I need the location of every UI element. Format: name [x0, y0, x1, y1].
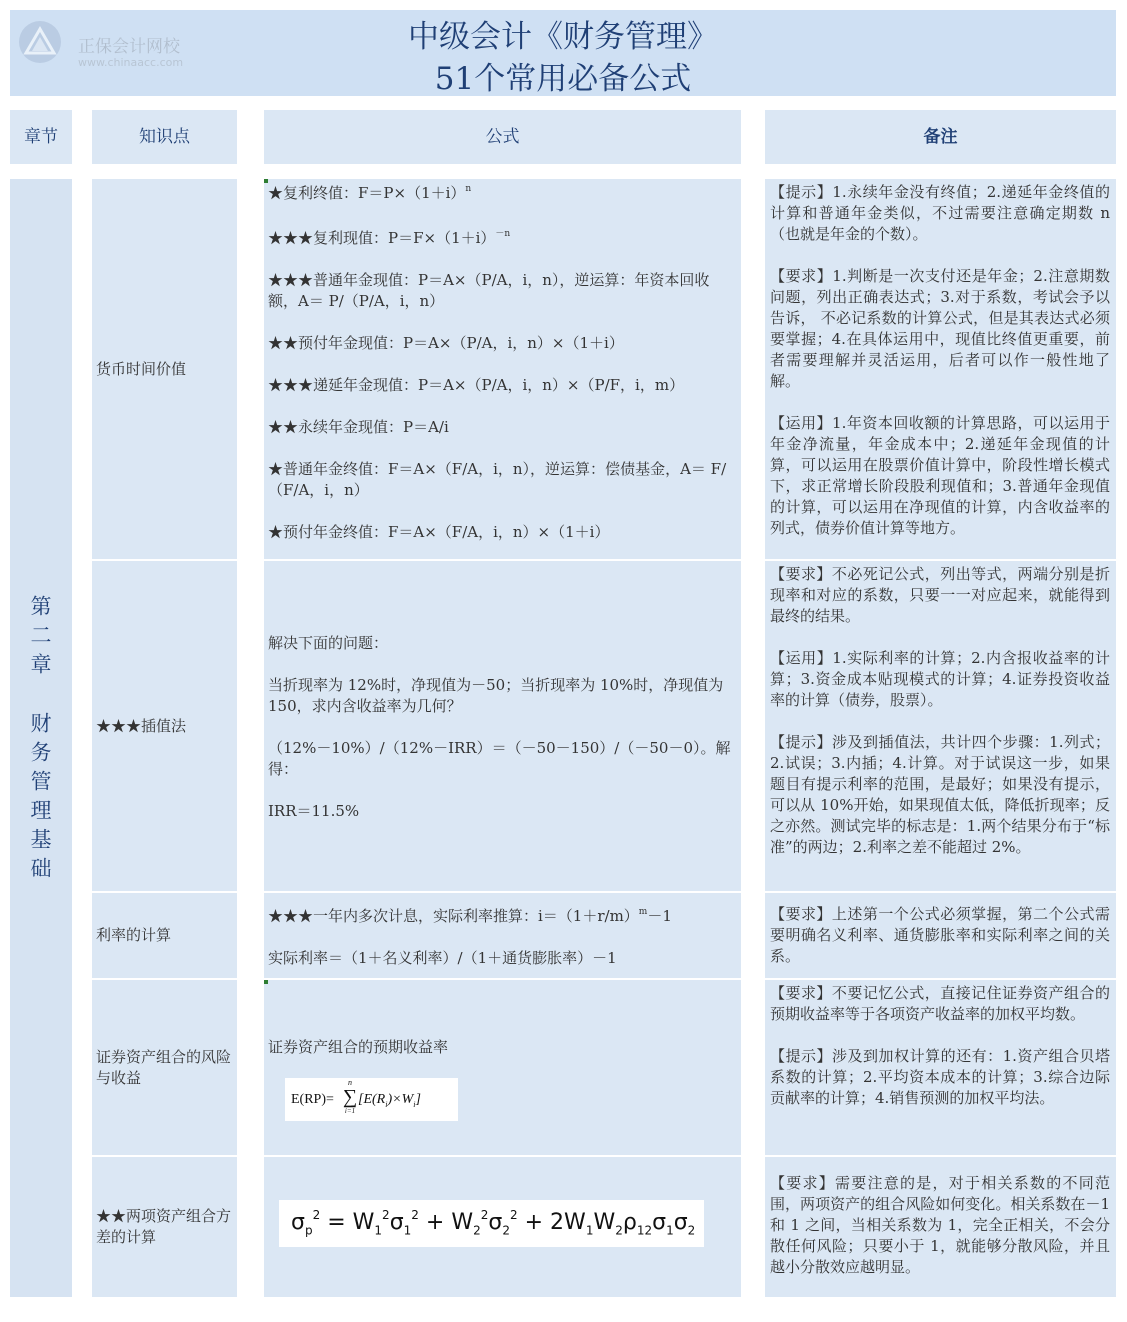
formula-line: ★★永续年金现值：P＝A/i	[268, 418, 449, 436]
chapter-char: 二	[30, 623, 52, 648]
corner-marker	[264, 980, 268, 984]
chapter-cell	[10, 179, 72, 1297]
formula-line: ★★预付年金现值：P＝A×（P/A，i，n）×（1＋i）	[268, 334, 624, 352]
sum-icon: ∑	[342, 1086, 358, 1108]
formula-body: $[E(R_i)\times W_i]$	[358, 1092, 421, 1109]
formula-cell-portfolio-variance	[264, 1157, 741, 1297]
expected-return-formula	[285, 1078, 458, 1121]
note-paragraph: 【运用】1.年资本回收额的计算思路，可以运用于年金净流量，年金成本中；2.递延年金现值的计算，可以运用在股票价值计算中，阶段性增长模式下，求正常增长阶段股利现值和；3.普通年金现值的计算，可以运用在净现值的计算，内含收益率的列式，债券价值计算等地方。	[770, 414, 1110, 537]
note-paragraph: 【提示】涉及到插值法，共计四个步骤：1.列式；2.试误；3.内插；4.计算。对于试误这一步，如果题目有提示利率的范围，是最好；如果没有提示，可以从 10%开始，如果现值太低，降低折现率；反之亦然。测试完毕的标志是：1.两个结果分布于“标准”的两边；2.利率之差不能超过 2%。	[770, 733, 1110, 856]
knowledge-label: 货币时间价值	[96, 359, 187, 378]
note-paragraph: 【提示】1.永续年金没有终值；2.递延年金终值的计算和普通年金类似，不过需要注意确定期数 n（也就是年金的个数）。	[770, 183, 1110, 243]
logo-url: www.chinaacc.com	[78, 56, 184, 69]
sum-upper: n	[348, 1078, 352, 1087]
column-header-knowledge: 知识点	[92, 110, 237, 164]
logo-name: 正保会计网校	[78, 37, 180, 57]
notes-cell-portfolio-variance	[765, 1157, 1116, 1297]
variance-formula-text: $\sigma_p^2 = W_1^2\sigma_1^2 + W_2^2\sigma_2^2 + 2W_1W_2\rho_{12}\sigma_1\sigma_2$	[291, 1208, 696, 1238]
logo-icon	[18, 20, 62, 64]
knowledge-label: 证券资产组合的风险与收益	[96, 1047, 232, 1087]
title-line-1: 中级会计《财务管理》	[408, 19, 718, 55]
knowledge-cell-interest-rate	[92, 893, 237, 978]
note-paragraph: 【要求】不要记忆公式，直接记住证券资产组合的预期收益率等于各项资产收益率的加权平均数。	[770, 984, 1110, 1023]
formula-line: 实际利率＝（1＋名义利率）/（1＋通货膨胀率）－1	[268, 949, 617, 967]
logo	[18, 20, 268, 70]
formula-line: ★复利终值：$F=P\times(1+i)^n$	[268, 184, 472, 202]
formula-cell-interpolation	[264, 561, 741, 891]
notes-cell-time-value	[765, 179, 1116, 559]
title-line-2: 51个常用必备公式	[434, 61, 692, 97]
chapter-char: 管	[30, 769, 52, 794]
page-header	[10, 10, 1116, 96]
sum-lower: i=1	[344, 1107, 356, 1115]
variance-formula	[279, 1200, 704, 1247]
formula-lhs: E(RP)=	[291, 1092, 334, 1107]
knowledge-label: 利率的计算	[96, 926, 172, 944]
formula-line: （12%－10%）/（12%－IRR）＝（－50－150）/（－50－0）。解得：	[268, 739, 731, 778]
formula-line: ★普通年金终值：F＝A×（F/A，i，n），逆运算：偿债基金，A＝ F/（F/A，i，n）	[268, 460, 727, 499]
formula-line: ★★★递延年金现值：P＝A×（P/A，i，n）×（P/F，i，m）	[268, 376, 685, 394]
chapter-label	[10, 593, 72, 884]
chapter-char: 务	[30, 740, 52, 765]
formula-line: 证券资产组合的预期收益率	[268, 1038, 449, 1056]
chapter-char: 财	[30, 711, 52, 736]
chapter-char: 础	[30, 856, 52, 881]
knowledge-cell-portfolio-return	[92, 980, 237, 1155]
notes-cell-interest-rate	[765, 893, 1116, 978]
knowledge-label: ★★★插值法	[96, 716, 187, 735]
formula-line: IRR＝11.5%	[268, 802, 360, 820]
formula-line: ★★★普通年金现值：P＝A×（P/A，i，n），逆运算：年资本回收额，A＝ P/（P/A，i，n）	[268, 271, 710, 310]
formula-line: 解决下面的问题：	[268, 634, 389, 652]
knowledge-cell-interpolation	[92, 561, 237, 891]
note-paragraph: 【提示】涉及到加权计算的还有：1.资产组合贝塔系数的计算；2.平均资本成本的计算；3.综合边际贡献率的计算；4.销售预测的加权平均法。	[770, 1047, 1110, 1107]
knowledge-label: ★★两项资产组合方差的计算	[96, 1207, 232, 1246]
note-paragraph: 【要求】需要注意的是，对于相关系数的不同范围，两项资产的组合风险如何变化。相关系数在－1 和 1 之间，当相关系数为 1，完全正相关，不会分散任何风险；只要小于 1，就能够分散风险，并且越小分散效应越明显。	[770, 1174, 1110, 1276]
formula-cell-portfolio-return	[264, 980, 741, 1155]
note-paragraph: 【要求】不必死记公式，列出等式，两端分别是折现率和对应的系数，只要一一对应起来，就能得到最终的结果。	[770, 565, 1110, 625]
column-header-notes: 备注	[765, 110, 1116, 164]
column-header-formula: 公式	[264, 110, 741, 164]
chapter-char: 第	[30, 594, 52, 619]
notes-cell-portfolio-return	[765, 980, 1116, 1155]
chapter-char: 章	[30, 652, 52, 677]
knowledge-cell-portfolio-variance	[92, 1157, 237, 1297]
formula-line: 当折现率为 12%时，净现值为－50；当折现率为 10%时，净现值为 150，求内含收益率为几何？	[268, 676, 724, 715]
chapter-char: 基	[30, 827, 52, 852]
formula-line: ★★★复利现值：$P=F\times(1+i)^{-n}$	[268, 229, 511, 247]
notes-cell-interpolation	[765, 561, 1116, 891]
column-header-chapter: 章节	[10, 110, 72, 164]
formula-line: ★预付年金终值：F＝A×（F/A，i，n）×（1＋i）	[268, 523, 610, 541]
formula-line: ★★★一年内多次计息，实际利率推算：$i=(1+r/m)^m-1$	[268, 907, 672, 925]
chapter-char: 理	[30, 798, 52, 823]
note-paragraph: 【要求】上述第一个公式必须掌握，第二个公式需要明确名义利率、通货膨胀率和实际利率之间的关系。	[770, 905, 1110, 965]
knowledge-cell-time-value	[92, 179, 237, 559]
page-title	[270, 16, 856, 100]
note-paragraph: 【运用】1.实际利率的计算；2.内含报收益率的计算；3.资金成本贴现模式的计算；4.证券投资收益率的计算（债券，股票）。	[770, 649, 1110, 709]
formula-cell-interest-rate	[264, 893, 741, 978]
formula-cell-time-value	[264, 179, 741, 559]
note-paragraph: 【要求】1.判断是一次支付还是年金；2.注意期数问题，列出正确表达式；3.对于系数，考试会予以告诉， 不必记系数的计算公式，但是其表达式必须要掌握；4.在具体运用中，现值比终值更重要，前者需要理解并灵活运用，后者可以作一般性地了解。	[770, 267, 1110, 390]
